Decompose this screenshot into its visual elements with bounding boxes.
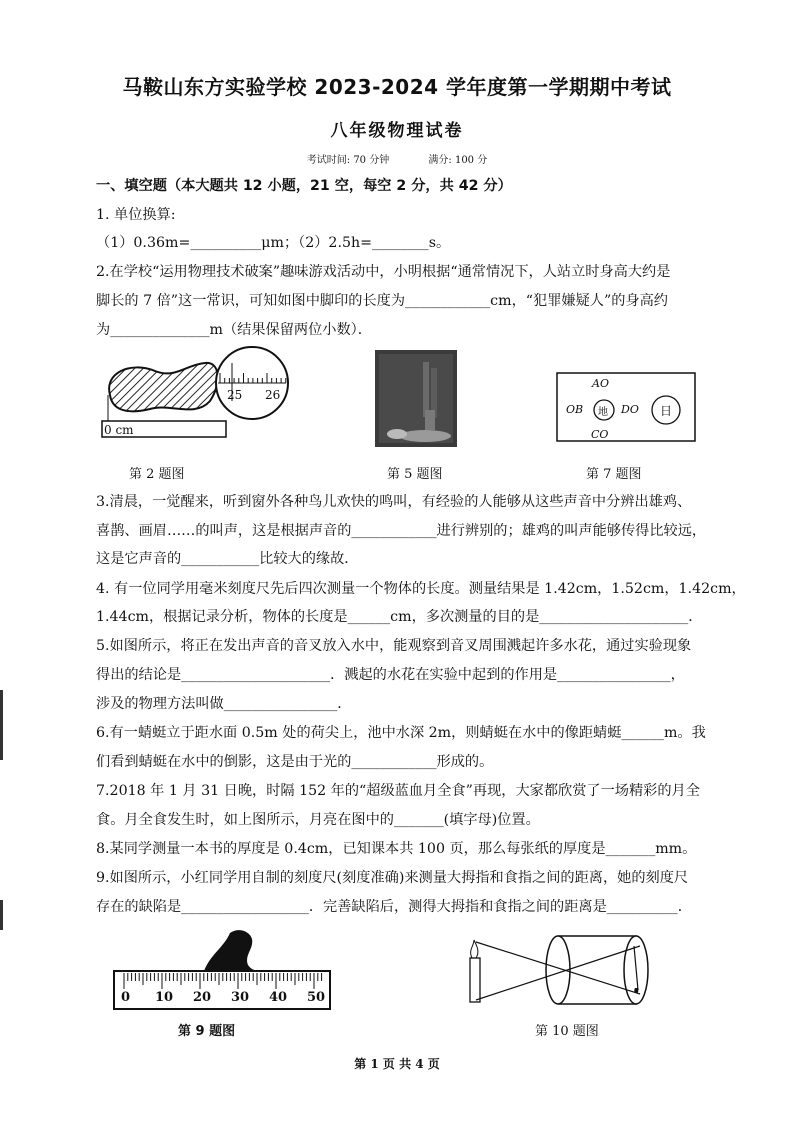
q9-line-2: 存在的缺陷是__________________．完善缺陷后，测得大拇指和食指之间的距离是__________． xyxy=(96,899,692,915)
fig5-caption: 第 5 题图 xyxy=(387,467,443,482)
q3-line-2: 喜鹊、画眉……的叫声，这是根据声音的____________进行辨别的；雄鸡的叫声能够传得比较远， xyxy=(96,523,707,539)
fig7-label-a: AO xyxy=(592,377,609,390)
figure-9-ruler-hand xyxy=(112,925,338,1013)
q1-line-2: （1）0.36m=__________μm；（2）2.5h=________s。 xyxy=(96,235,451,251)
q2-line-2: 脚长的 7 倍”这一常识，可知如图中脚印的长度为____________cm，“犯罪嫌疑人”的身高约 xyxy=(96,293,668,309)
q3-line-1: 3.清晨，一觉醒来，听到窗外各种鸟儿欢快的鸣叫，有经验的人能够从这些声音中分辨出雄鸡、 xyxy=(96,494,692,510)
fig9-tick-label: 0 xyxy=(121,990,131,1005)
fig2-caption: 第 2 题图 xyxy=(129,467,185,482)
q4-line-1: 4. 有一位同学用毫米刻度尺先后四次测量一个物体的长度。测量结果是 1.42cm，1.52cm，1.42cm， xyxy=(96,581,746,597)
fig2-tick-26: 26 xyxy=(265,388,281,402)
fig9-tick-label: 20 xyxy=(193,990,212,1005)
fig7-label-b: OB xyxy=(566,403,584,416)
fig10-caption: 第 10 题图 xyxy=(535,1024,599,1039)
q1-line-1: 1. 单位换算: xyxy=(96,207,176,223)
section-heading: 一、填空题（本大题共 12 小题，21 空，每空 2 分，共 42 分） xyxy=(96,178,512,194)
figure-5-tuning-fork-photo xyxy=(375,350,457,447)
exam-score: 满分: 100 分 xyxy=(428,155,488,166)
fig7-label-c: CO xyxy=(591,428,609,441)
q5-line-2: 得出的结论是_____________________．溅起的水花在实验中起到的作用是________________， xyxy=(96,667,685,683)
exam-meta xyxy=(0,151,794,166)
fig7-label-earth: 地 xyxy=(598,407,608,418)
q7-line-1: 7.2018 年 1 月 31 日晚，时隔 152 年的“超级蓝血月全食”再现，大家都欣赏了一场精彩的月全 xyxy=(96,783,700,799)
q2-line-3: 为______________m（结果保留两位小数）． xyxy=(96,322,372,338)
q9-line-1: 9.如图所示，小红同学用自制的刻度尺(刻度准确)来测量大拇指和食指之间的距离，她的刻度尺 xyxy=(96,870,689,886)
q5-line-3: 涉及的物理方法叫做________________． xyxy=(96,696,352,712)
footprint-shape xyxy=(109,363,218,411)
exam-subtitle: 八年级物理试卷 xyxy=(330,121,464,141)
page-footer: 第 1 页 共 4 页 xyxy=(354,1057,440,1071)
q4-line-2: 1.44cm，根据记录分析，物体的长度是______cm，多次测量的目的是_____________________． xyxy=(96,609,703,625)
fig7-caption: 第 7 题图 xyxy=(586,467,642,482)
fig9-tick-label: 40 xyxy=(269,990,288,1005)
exam-title: 马鞍山东方实验学校 2023-2024 学年度第一学期期中考试 xyxy=(122,75,672,99)
candle xyxy=(470,958,480,1002)
q7-line-2: 食。月全食发生时，如上图所示，月亮在图中的_______(填字母)位置。 xyxy=(96,812,540,828)
q6-line-1: 6.有一蜻蜓立于距水面 0.5m 处的荷尖上，池中水深 2m，则蜻蜓在水中的像距蜻蜓______m。我 xyxy=(96,725,706,741)
binding-edge-mark xyxy=(0,690,3,760)
q8-line: 8.某同学测量一本书的厚度是 0.4cm，已知课本共 100 页，那么每张纸的厚度是_______mm。 xyxy=(96,841,697,857)
q6-line-2: 们看到蜻蜓在水中的倒影，这是由于光的____________形成的。 xyxy=(96,754,494,770)
fig9-caption: 第 9 题图 xyxy=(178,1024,236,1039)
q5-line-1: 5.如图所示，将正在发出声音的音叉放入水中，能观察到音叉周围溅起许多水花，通过实验现象 xyxy=(96,638,692,654)
q2-line-1: 2.在学校“运用物理技术破案”趣味游戏活动中，小明根据“通常情况下，人站立时身高大约是 xyxy=(96,264,671,280)
fig9-tick-label: 10 xyxy=(155,990,174,1005)
figure-10-pinhole-camera xyxy=(464,930,674,1010)
fig2-ruler-label: 0 cm xyxy=(104,423,134,437)
exam-time: 考试时间: 70 分钟 xyxy=(306,155,390,166)
fig7-label-d: DO xyxy=(621,403,639,416)
binding-edge-mark xyxy=(0,900,3,930)
fig9-tick-label: 50 xyxy=(307,990,326,1005)
q3-line-3: 这是它声音的___________比较大的缘故． xyxy=(96,551,359,567)
hand-shape xyxy=(204,930,262,973)
fig9-tick-label: 30 xyxy=(231,990,250,1005)
fig7-label-sun: 日 xyxy=(660,404,673,418)
fig2-tick-25: 25 xyxy=(227,388,243,402)
